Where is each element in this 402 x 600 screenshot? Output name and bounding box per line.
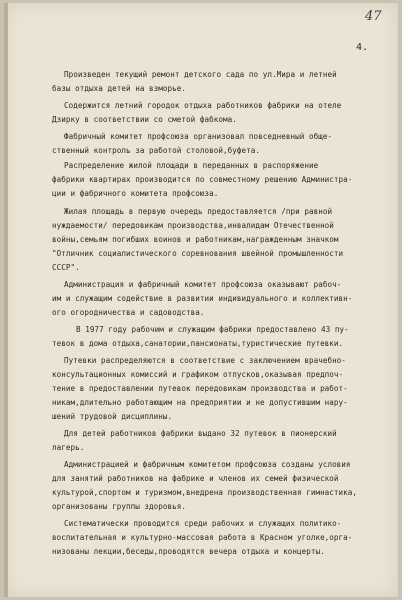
text-line: Жилая площадь в первую очередь предоставляется /при равной [64, 207, 333, 216]
text-line: низованы лекции,беседы,проводятся вечера отдыха и концерты. [52, 547, 325, 556]
text-line: консультационных комиссий и графиком отпусков,оказывая предпоч- [52, 370, 344, 379]
text-line: ственный контроль за работой столовой,буфета. [52, 146, 260, 155]
document-page [4, 3, 398, 597]
text-line: Содержится летний городок отдыха работников фабрики на отеле [64, 101, 342, 110]
text-line: В 1977 году рабочим и служащим фабрики предоставлено 43 пу- [76, 325, 349, 334]
text-line: культурой,спортом и туризмом,внедрена производственная гимнастика, [52, 488, 358, 497]
text-line: Фабричный комитет профсоюза организовал повседневный обще- [64, 132, 333, 141]
text-line: Дзирку в соответствии со сметой фабкома. [52, 115, 237, 124]
text-line: Для детей работников фабрики выдано 32 путевок в пионерский [64, 429, 337, 438]
page-number: 4. [356, 42, 369, 53]
text-line: ции и фабричного комитета профсоюза. [52, 189, 219, 198]
text-line: воспитательная и культурно-массовая работа в Красном уголке,орга- [52, 533, 353, 542]
text-line: шений трудовой дисциплины. [52, 412, 173, 421]
document-body [4, 3, 398, 597]
text-line: никам,длительно работающим на предприятии и не допустившим нару- [52, 398, 348, 407]
text-line: лагерь. [52, 443, 85, 452]
text-line: ого огородничества и садоводства. [52, 308, 205, 317]
archive-folio-number: 47 [365, 9, 382, 24]
text-line: для занятий работников на фабрике и членов их семей физической [52, 474, 339, 483]
text-line: им и служащим содействие в развитии индивидуального и коллективн- [52, 294, 353, 303]
text-line: тевок в дома отдыха,санатории,пансионаты,туристические путевки. [52, 339, 344, 348]
text-line: Путевки распределяются в соответствие с заключением врачебно- [64, 356, 346, 365]
text-line: Распределение жилой площади в переданных в распоряжение [64, 161, 319, 170]
text-line: "Отличник социалистического соревнования швейной промышленности [52, 249, 344, 258]
text-line: Произведен текущий ремонт детского сада по ул.Мира и летней [64, 70, 337, 79]
text-line: Систематически проводится среди рабочих и служащих политико- [64, 519, 342, 528]
text-line: базы отдыха детей на взморье. [52, 84, 187, 93]
text-line: Администрация и фабричный комитет профсоюза оказывают рабоч- [64, 280, 342, 289]
text-line: организованы группы здоровья. [52, 502, 187, 511]
text-line: Администрацией и фабричным комитетом профсоюза созданы условия [64, 460, 351, 469]
text-line: СССР". [52, 263, 80, 272]
text-line: фабрики квартирах производится по совместному решению Администра- [52, 175, 353, 184]
text-line: тение в предоставлении путевок передовикам производства и работ- [52, 384, 348, 393]
text-line: войны,семьям погибших воинов и работникам,награжденным значком [52, 235, 339, 244]
text-line: нуждаемости/ передовикам производства,инвалидам Отечественной [52, 221, 334, 230]
